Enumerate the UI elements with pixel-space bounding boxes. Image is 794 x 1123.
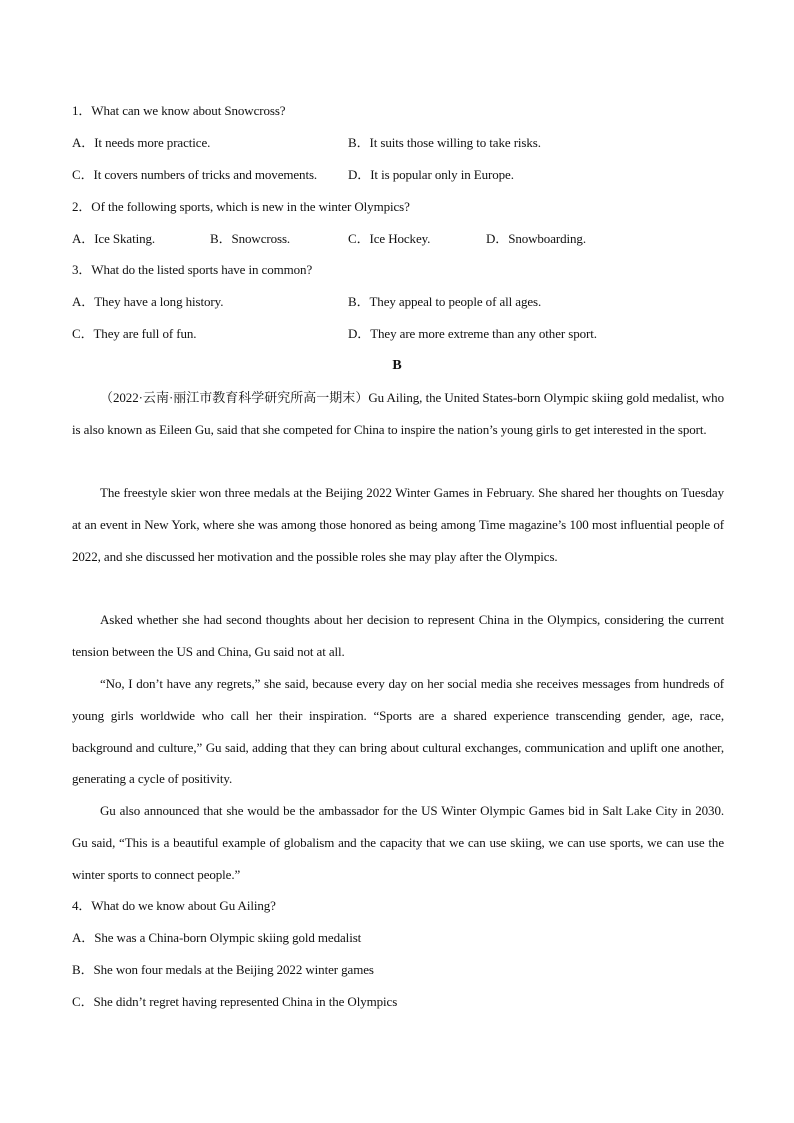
question-4-option-c: C．She didn’t regret having represented China in the Olympics (72, 994, 398, 1009)
section-b-heading: B (392, 358, 402, 373)
question-1-option-b: B．It suits those willing to take risks. (348, 135, 541, 150)
question-2-option-a: A．Ice Skating. (72, 231, 156, 246)
question-1-option-d: D．It is popular only in Europe. (348, 167, 514, 182)
question-2-option-c: C．Ice Hockey. (348, 231, 431, 246)
passage-paragraph-1: （2022·云南·丽江市教育科学研究所高一期末）Gu Ailing, the United States-born Olympic skiing gold medalist, who is also known as Eileen Gu, said that she competed for China to inspire the nation’s young girls to get interested in the sport. (72, 390, 724, 437)
question-3-option-c: C．They are full of fun. (72, 326, 197, 341)
question-4-option-b: B．She won four medals at the Beijing 2022 winter games (72, 962, 374, 977)
question-2-option-d: D．Snowboarding. (486, 231, 586, 246)
passage-paragraph-4: “No, I don’t have any regrets,” she said, because every day on her social media she receives messages from hundreds of young girls worldwide who call her their inspiration. “Sports are a shared experience transcending gender, age, race, background and culture,” Gu said, adding that they can bring about cultural exchanges, communication and uplift one another, generating a cycle of positivity. (72, 676, 724, 787)
passage-paragraph-2: The freestyle skier won three medals at the Beijing 2022 Winter Games in February. She shared her thoughts on Tuesday at an event in New York, where she was among those honored as being among Time magazine’s 100 most influential people of 2022, and she discussed her motivation and the possible roles she may play after the Olympics. (72, 485, 724, 564)
question-2-stem: 2．Of the following sports, which is new in the winter Olympics? (72, 199, 410, 214)
question-1-stem: 1．What can we know about Snowcross? (72, 103, 286, 118)
question-4-option-a: A．She was a China-born Olympic skiing gold medalist (72, 930, 362, 945)
passage-paragraph-3: Asked whether she had second thoughts about her decision to represent China in the Olympics, considering the current tension between the US and China, Gu said not at all. (72, 612, 724, 659)
question-3-stem: 3．What do the listed sports have in common? (72, 262, 313, 277)
question-3-option-d: D．They are more extreme than any other sport. (348, 326, 597, 341)
question-1-option-c: C．It covers numbers of tricks and movements. (72, 167, 318, 182)
question-3-option-b: B．They appeal to people of all ages. (348, 294, 542, 309)
passage-paragraph-5: Gu also announced that she would be the ambassador for the US Winter Olympic Games bid in Salt Lake City in 2030. Gu said, “This is a beautiful example of globalism and the capacity that we can use skiing, we can use sports, we can use the winter sports to connect people.” (72, 803, 724, 882)
question-1-option-a: A．It needs more practice. (72, 135, 211, 150)
question-2-option-b: B．Snowcross. (210, 231, 291, 246)
question-3-option-a: A．They have a long history. (72, 294, 224, 309)
question-4-stem: 4．What do we know about Gu Ailing? (72, 898, 276, 913)
